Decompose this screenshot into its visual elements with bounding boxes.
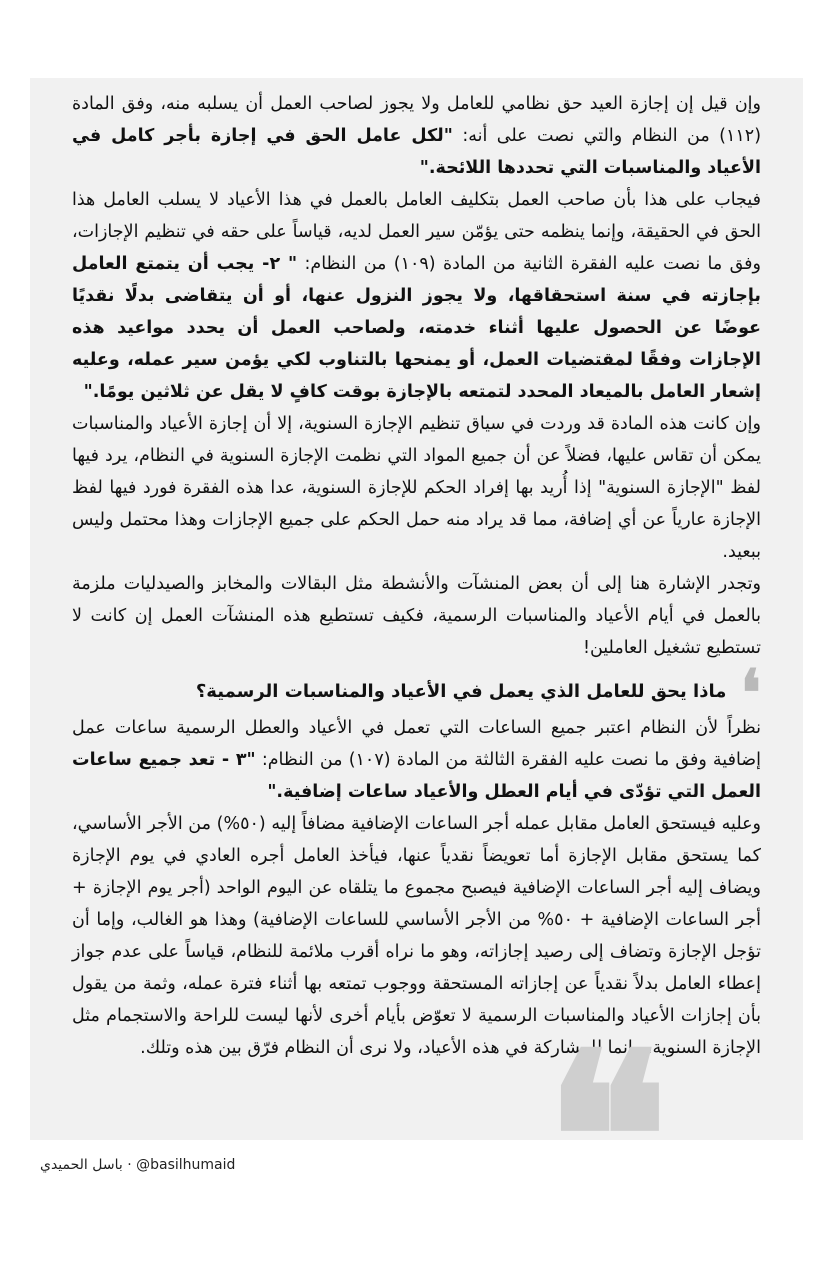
paragraph-3: وإن كانت هذه المادة قد وردت في سياق تنظيم الإجازة السنوية، إلا أن إجازة الأعياد والمناسبات يمكن أن تقاس عليها، فضلاً عن أن جميع المواد التي نظمت الإجازة السنوية في النظام، يرد فيها لفظ "الإجازة السنوية" إذا أُريد بها إفراد الحكم للإجازة السنوية، عدا هذه الفقرة فورد فيها لفظ الإجازة عارياً عن أي إضافة، مما قد يراد منه حمل الحكم على جميع الإجازات وهذا محتمل وليس ببعيد. — [72, 414, 761, 562]
paragraph-2 — [72, 184, 761, 408]
author-credit: باسل الحميدي · @basilhumaid — [40, 1157, 236, 1173]
quoted-article-107: "٣ - تعد جميع ساعات العمل التي تؤدّى في أيام العطل والأعياد ساعات إضافية." — [72, 750, 761, 802]
paragraph-4: وتجدر الإشارة هنا إلى أن بعض المنشآت والأنشطة مثل البقالات والمخابز والصيدليات ملزمة بالعمل في أيام الأعياد والمناسبات الرسمية، فكيف تستطيع هذه المنشآت العمل إن كانت لا تستطيع تشغيل العاملين! — [72, 574, 761, 658]
paragraph-1 — [72, 88, 761, 184]
article-body — [72, 88, 761, 1064]
quoted-article-112: "لكل عامل الحق في إجازة بأجر كامل في الأعياد والمناسبات التي تحددها اللائحة." — [72, 126, 761, 178]
paragraph-5 — [72, 712, 761, 808]
quoted-article-109: " ٢- يجب أن يتمتع العامل بإجازته في سنة استحقاقها، ولا يجوز النزول عنها، أو أن يتقاضى بدلًا نقديًا عوضًا عن الحصول عليها أثناء خدمته، ولصاحب العمل أن يحدد مواعيد هذه الإجازات وفقًا لمقتضيات العمل، أو يمنحها بالتناوب لكي يؤمن سير عمله، وعليه إشعار العامل بالميعاد المحدد لتمتعه بالإجازة بوقت كافٍ لا يقل عن ثلاثين يومًا." — [72, 254, 761, 402]
paragraph-1-text: وإن قيل إن إجازة العيد حق نظامي للعامل ولا يجوز لصاحب العمل أن يسلبه منه، وفق المادة (١١٢) من النظام والتي نصت على أنه: — [72, 94, 762, 146]
big-quote-icon: ❝ — [545, 1003, 669, 1273]
quote-icon: ❛ — [740, 656, 761, 731]
paragraph-5-text: نظراً لأن النظام اعتبر جميع الساعات التي تعمل في الأعياد والعطل الرسمية ساعات عمل إضافية وفق ما نصت عليه الفقرة الثالثة من المادة (١٠٧) من النظام: — [72, 718, 762, 770]
paragraph-2-text: فيجاب على هذا بأن صاحب العمل بتكليف العامل بالعمل في هذا الأعياد لا يسلب العامل هذا الحق في الحقيقة، وإنما ينظمه حتى يؤمّن سير العمل لديه، قياساً على حقه في تنظيم الإجازات، وفق ما نصت عليه الفقرة الثانية من المادة (١٠٩) من النظام: — [72, 190, 762, 274]
paragraph-6: وعليه فيستحق العامل مقابل عمله أجر الساعات الإضافية مضافاً إليه (٥٠%) من الأجر الأساسي، كما يستحق مقابل الإجازة أما تعويضاً نقدياً عنها، فيأخذ العامل أجره العادي في يوم الإجازة ويضاف إليه أجر الساعات الإضافية فيصبح مجموع ما يتلقاه عن اليوم الواحد (أجر يوم الإجازة + أجر الساعات الإضافية + ٥٠% من الأجر الأساسي للساعات الإضافية) وهذا هو الغالب، وإما أن تؤجل الإجازة وتضاف إلى رصيد إجازاته، وهو ما نراه أقرب ملائمة للنظام، قياساً على عدم جواز إعطاء العامل بدلاً نقدياً عن إجازاته المستحقة ووجوب تمتعه بها أثناء فترة عمله، وثمة من يقول بأن إجازات الأعياد والمناسبات الرسمية لا تعوّض بأيام أخرى لأنها ليست للراحة والاستجمام مثل الإجازة السنوية، وإنما للمشاركة في هذه الأعياد، ولا نرى أن النظام فرّق بين هذه وتلك. — [72, 814, 762, 1058]
section-heading-text: ماذا يحق للعامل الذي يعمل في الأعياد والمناسبات الرسمية؟ — [195, 681, 727, 702]
section-heading — [72, 656, 761, 731]
